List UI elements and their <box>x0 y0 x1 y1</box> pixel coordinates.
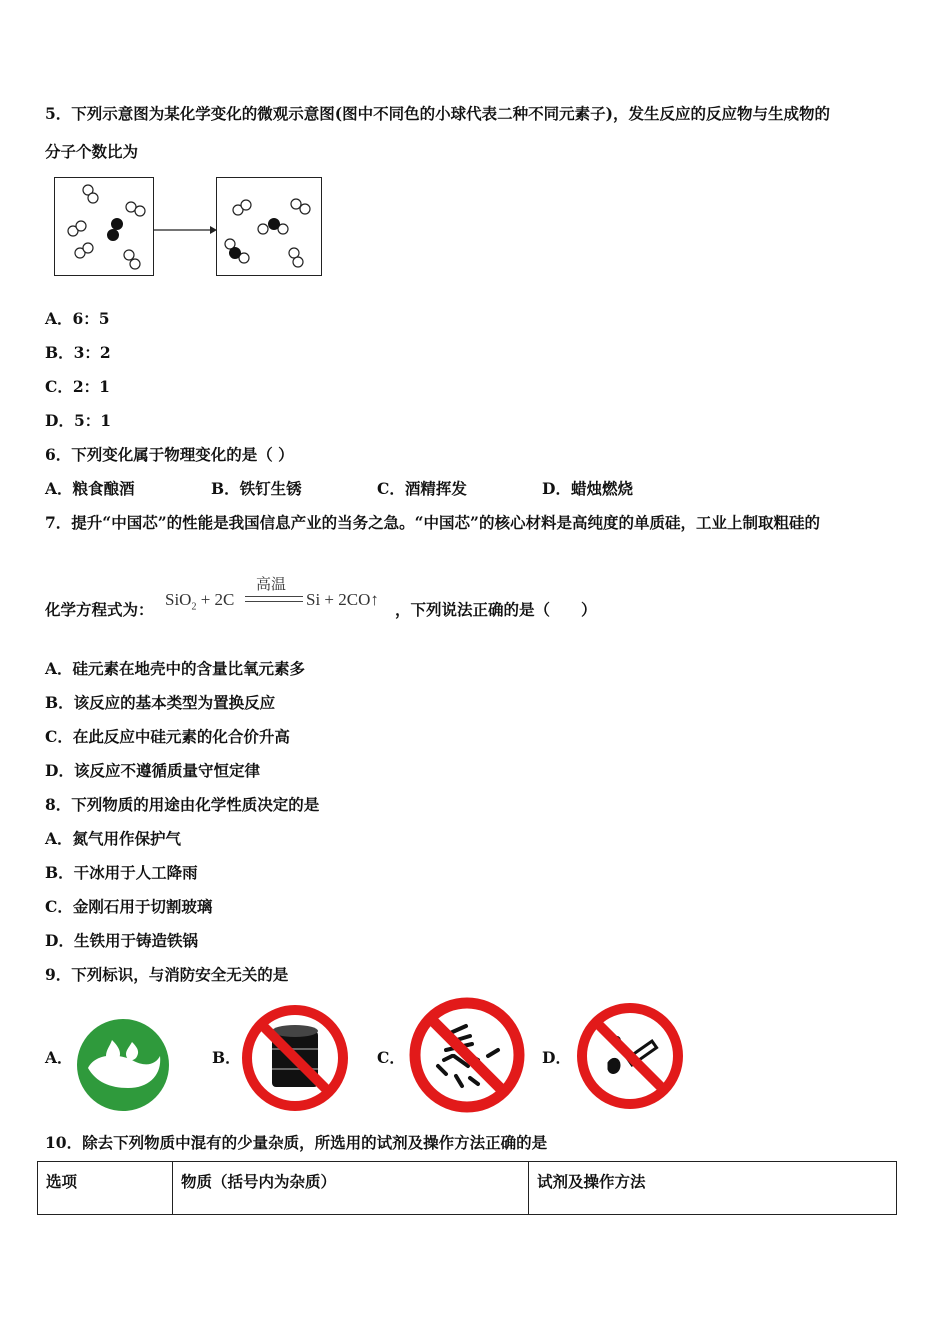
q6-stem: 6．下列变化属于物理变化的是（ ） <box>45 445 294 464</box>
product-box <box>216 177 322 276</box>
q9-label-c: C． <box>377 1048 405 1067</box>
q5-option-b: B．3：2 <box>45 343 111 362</box>
q6-options <box>45 477 925 499</box>
eq-left: SiO$_2$ + 2C <box>165 590 235 613</box>
q7-stem-prefix: 化学方程式为： <box>45 600 154 619</box>
q9-label-d: D． <box>542 1048 571 1067</box>
table-header-option: 选项 <box>38 1162 173 1215</box>
q8-option-b: B．干冰用于人工降雨 <box>45 863 198 882</box>
q8-stem: 8．下列物质的用途由化学性质决定的是 <box>45 795 320 814</box>
q7-option-c: C．在此反应中硅元素的化合价升高 <box>45 727 290 746</box>
q6-option-b: B．铁钉生锈 <box>211 479 302 498</box>
eq-condition: 高温 <box>256 577 287 593</box>
q5-option-a: A．6：5 <box>45 309 110 328</box>
q9-label-a: A． <box>45 1048 73 1067</box>
reaction-arrow <box>154 224 218 236</box>
q5-option-d: D．5：1 <box>45 411 112 430</box>
reactant-box <box>54 177 154 276</box>
q8-option-c: C．金刚石用于切割玻璃 <box>45 897 213 916</box>
water-saving-icon <box>76 1018 170 1112</box>
no-smoking-icon <box>575 1001 685 1111</box>
q6-option-a: A．粮食酿酒 <box>45 479 135 498</box>
table-header-substance: 物质（括号内为杂质） <box>173 1162 529 1215</box>
q7-option-b: B．该反应的基本类型为置换反应 <box>45 693 276 712</box>
q10-stem: 10．除去下列物质中混有的少量杂质，所选用的试剂及操作方法正确的是 <box>45 1133 548 1152</box>
q6-option-c: C．酒精挥发 <box>377 479 467 498</box>
q7-option-a: A．硅元素在地壳中的含量比氧元素多 <box>45 659 306 678</box>
q5-stem-line2: 分子个数比为 <box>45 142 139 161</box>
eq-right: Si + 2CO↑ <box>306 590 379 609</box>
no-oil-barrel-icon <box>240 1003 350 1113</box>
q8-option-d: D．生铁用于铸造铁锅 <box>45 931 198 950</box>
q8-option-a: A．氮气用作保护气 <box>45 829 182 848</box>
q9-label-b: B． <box>212 1048 241 1067</box>
product-molecules <box>217 178 321 275</box>
q5-option-c: C．2：1 <box>45 377 110 396</box>
q5-stem-line1: 5．下列示意图为某化学变化的微观示意图(图中不同色的小球代表二种不同元素子)，发生反应的反应物与生成物的 <box>45 104 830 123</box>
table-header-method: 试剂及操作方法 <box>529 1162 897 1215</box>
no-firecrackers-icon <box>408 996 526 1114</box>
q7-option-d: D．该反应不遵循质量守恒定律 <box>45 761 260 780</box>
q6-option-d: D．蜡烛燃烧 <box>542 479 633 498</box>
q10-table <box>37 1161 897 1215</box>
q9-stem: 9．下列标识，与消防安全无关的是 <box>45 965 289 984</box>
eq-double-line <box>245 596 303 602</box>
table-header-row <box>38 1162 897 1215</box>
q7-stem-line1: 7．提升“中国芯”的性能是我国信息产业的当务之急。“中国芯”的核心材料是高纯度的单质硅，工业上制取粗硅的 <box>45 513 820 532</box>
q7-stem-suffix: ，下列说法正确的是（ ） <box>395 600 597 619</box>
reactant-molecules <box>55 178 153 275</box>
